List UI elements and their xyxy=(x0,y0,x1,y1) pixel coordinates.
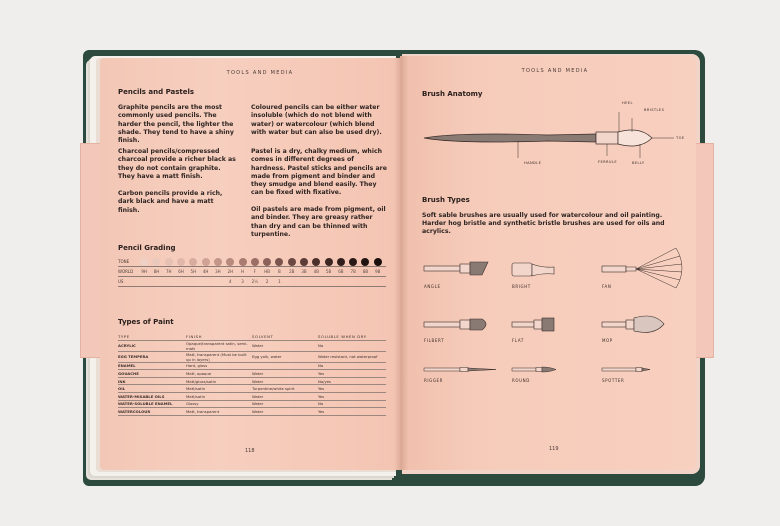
spotter-brush-icon xyxy=(602,368,650,372)
book-spine-shadow xyxy=(394,56,408,470)
tone-swatch xyxy=(300,258,308,266)
tone-swatch xyxy=(349,258,357,266)
table-cell: Hard, gloss xyxy=(186,363,208,369)
world-grade: H xyxy=(241,269,245,274)
tone-cell xyxy=(199,258,211,266)
table-cell: Egg yolk, water xyxy=(252,354,282,360)
tone-label: TONE xyxy=(118,259,130,264)
world-grade: B xyxy=(278,269,281,274)
us-row xyxy=(118,277,386,287)
pastel-paragraph: Pastel is a dry, chalky medium, which comes in different degrees of hardness. Pastel sticks and pencils are made from pigment and binder and they smudge and blend easily. They can be fixed with fixative. xyxy=(251,148,387,197)
tone-swatch xyxy=(325,258,333,266)
tone-cell xyxy=(372,258,384,266)
us-grade xyxy=(310,279,322,284)
table-cell: Matt, transparent (Must be built up in layers) xyxy=(186,351,247,362)
table-cell: Water resistant, not waterproof xyxy=(318,354,378,360)
world-grade: 5B xyxy=(325,269,332,274)
us-grade xyxy=(150,279,162,284)
table-row xyxy=(118,352,386,363)
tone-swatch xyxy=(275,258,283,266)
table-cell: GOUACHE xyxy=(118,370,139,376)
world-row xyxy=(118,267,386,277)
paint-table-header xyxy=(118,333,386,341)
table-cell: INK xyxy=(118,378,126,384)
table-cell: WATER-MIXABLE OILS xyxy=(118,393,165,399)
tone-cell xyxy=(322,258,334,266)
table-row xyxy=(118,393,386,401)
table-cell: No/yes xyxy=(318,378,332,384)
world-grade: 8B xyxy=(362,269,369,274)
ribbon-bookmark-left xyxy=(80,143,102,358)
us-grade: 4 xyxy=(228,279,232,284)
world-grade: 4H xyxy=(202,269,209,274)
world-grade: 3B xyxy=(301,269,307,274)
world-grade: 7H xyxy=(165,269,172,274)
table-cell: Water xyxy=(252,378,264,384)
us-grade xyxy=(199,279,211,284)
us-grade: 2 xyxy=(265,279,269,284)
table-cell: Water xyxy=(252,408,264,414)
table-cell: WATERCOLOUR xyxy=(118,408,151,414)
table-cell: Yes xyxy=(318,408,325,414)
table-cell: Water xyxy=(252,401,264,407)
tone-cell xyxy=(261,258,273,266)
pencil-grading-heading: Pencil Grading xyxy=(118,244,176,252)
brush-name-rigger: RIGGER xyxy=(424,378,444,383)
column-header: SOLVENT xyxy=(252,333,274,339)
brush-name-bright: BRIGHT xyxy=(512,284,531,289)
tone-cell xyxy=(236,258,248,266)
table-cell: Yes xyxy=(318,370,325,376)
us-grade: 1 xyxy=(278,279,281,284)
us-grade xyxy=(372,279,384,284)
left-page-header: TOOLS AND MEDIA xyxy=(226,70,294,76)
column-header: FINISH xyxy=(186,333,203,339)
us-grade xyxy=(322,279,334,284)
tone-cell xyxy=(163,258,175,266)
tone-cell xyxy=(298,258,310,266)
graphite-paragraph: Graphite pencils are the most commonly used pencils. The harder the pencil, the lighter the shade. They tend to have a shiny finish. xyxy=(118,104,234,145)
brush-name-round: ROUND xyxy=(512,378,530,383)
tone-swatch xyxy=(226,258,234,266)
world-grade: 9H xyxy=(141,269,147,274)
belly-label: BELLY xyxy=(632,161,645,165)
carbon-paragraph: Carbon pencils provide a rich, dark black and have a matt finish. xyxy=(118,190,223,214)
angle-brush-icon xyxy=(424,262,488,275)
world-grade: 6B xyxy=(338,269,344,274)
brush-name-mop: MOP xyxy=(602,338,613,343)
toe-label: TOE xyxy=(676,136,685,140)
ribbon-bookmark-right xyxy=(694,143,714,358)
table-cell: Water xyxy=(252,343,264,349)
tone-cell xyxy=(273,258,285,266)
us-grade xyxy=(163,279,175,284)
tone-cell xyxy=(359,258,371,266)
table-cell: No xyxy=(318,343,324,349)
world-grade: 5H xyxy=(190,269,197,274)
paint-types-table xyxy=(118,333,386,416)
table-cell: Matt/gloss/satin xyxy=(186,378,217,384)
world-grade: HB xyxy=(264,269,270,274)
table-cell: WATER-SOLUBLE ENAMEL xyxy=(118,401,173,407)
table-cell: OIL xyxy=(118,386,126,392)
brush-name-filbert: FILBERT xyxy=(424,338,445,343)
tone-swatch xyxy=(288,258,296,266)
us-grade xyxy=(187,279,199,284)
tone-row xyxy=(118,257,386,267)
brush-name-spotter: SPOTTER xyxy=(602,378,625,383)
heel-label: HEEL xyxy=(622,101,633,105)
brush-types-line-1: Soft sable brushes are usually used for watercolour and oil painting. xyxy=(422,212,663,219)
table-cell: Water xyxy=(252,370,264,376)
tone-swatch xyxy=(189,258,197,266)
brush-name-angle: ANGLE xyxy=(424,284,441,289)
table-row xyxy=(118,408,386,416)
world-grades xyxy=(138,269,386,274)
paint-types-heading: Types of Paint xyxy=(118,318,174,326)
left-page-number: 118 xyxy=(245,448,255,454)
world-grade: F xyxy=(253,269,256,274)
column-header: SOLUBLE WHEN DRY xyxy=(318,333,367,339)
tone-cell xyxy=(212,258,224,266)
brush-types-heading: Brush Types xyxy=(422,196,470,204)
right-page-header: TOOLS AND MEDIA xyxy=(521,68,589,74)
coloured-pencils-paragraph: Coloured pencils can be either water insoluble (which do not blend with water) or watercolour (which blend with water but can also be used dry). xyxy=(251,104,382,136)
filbert-brush-icon xyxy=(424,319,486,330)
table-cell: Yes xyxy=(318,386,325,392)
mop-brush-icon xyxy=(602,316,664,332)
table-cell: Turpentine/white spirit xyxy=(252,386,295,392)
tone-swatches xyxy=(138,258,386,266)
tone-swatch xyxy=(152,258,160,266)
us-grade xyxy=(138,279,150,284)
tone-swatch xyxy=(140,258,148,266)
us-grade: 3 xyxy=(241,279,244,284)
oil-pastel-paragraph: Oil pastels are made from pigment, oil and binder. They are greasy rather than dry and can be thinned with turpentine. xyxy=(251,206,386,238)
table-row xyxy=(118,341,386,352)
right-page-number: 119 xyxy=(549,446,559,452)
pencil-grading-table xyxy=(118,257,386,287)
brush-name-flat: FLAT xyxy=(512,338,524,343)
tone-cell xyxy=(347,258,359,266)
us-grade xyxy=(212,279,224,284)
world-label: WORLD xyxy=(118,269,134,274)
tone-swatch xyxy=(177,258,185,266)
table-cell: Matt, transparent xyxy=(186,408,220,414)
tone-swatch xyxy=(263,258,271,266)
world-grade: 2B xyxy=(289,269,295,274)
table-cell: Glossy xyxy=(186,401,199,407)
brush-types-line-2: Harder hog bristle and synthetic bristle brushes are used for oils and acrylics. xyxy=(422,220,665,236)
table-row xyxy=(118,385,386,393)
tone-swatch xyxy=(165,258,173,266)
tone-cell xyxy=(224,258,236,266)
table-row xyxy=(118,370,386,378)
tone-cell xyxy=(286,258,298,266)
tone-cell xyxy=(310,258,322,266)
world-grade: 9B xyxy=(375,269,381,274)
tone-cell xyxy=(335,258,347,266)
table-row xyxy=(118,363,386,371)
tone-cell xyxy=(175,258,187,266)
tone-swatch xyxy=(337,258,345,266)
tone-cell xyxy=(150,258,162,266)
table-cell: Water xyxy=(252,393,264,399)
table-cell: EGG TEMPERA xyxy=(118,354,149,360)
tone-cell xyxy=(187,258,199,266)
us-grade xyxy=(359,279,371,284)
tone-swatch xyxy=(312,258,320,266)
table-cell: Matt, opaque xyxy=(186,370,212,376)
table-cell: Matt/satin xyxy=(186,393,206,399)
pencils-heading: Pencils and Pastels xyxy=(118,88,195,96)
tone-swatch xyxy=(361,258,369,266)
rigger-brush-icon xyxy=(424,368,496,372)
table-cell: Yes xyxy=(318,393,325,399)
world-grade: 3H xyxy=(215,269,221,274)
ferrule-label: FERRULE xyxy=(598,160,618,164)
table-row xyxy=(118,401,386,409)
fan-brush-icon xyxy=(602,248,682,288)
world-grade: 7B xyxy=(350,269,356,274)
tone-swatch xyxy=(374,258,382,266)
tone-cell xyxy=(138,258,150,266)
us-grade: 2½ xyxy=(251,279,259,284)
us-grade xyxy=(335,279,347,284)
table-cell: Opaque/transparent satin, semi-matt xyxy=(186,340,248,351)
handle-label: HANDLE xyxy=(524,161,542,165)
us-grade xyxy=(347,279,359,284)
table-cell: ACRYLIC xyxy=(118,343,136,349)
column-header: TYPE xyxy=(118,333,130,339)
bright-brush-icon xyxy=(512,263,554,276)
table-row xyxy=(118,378,386,386)
us-label: US xyxy=(118,279,124,284)
tone-swatch xyxy=(214,258,222,266)
us-grade xyxy=(175,279,187,284)
charcoal-paragraph: Charcoal pencils/compressed charcoal provide a richer black as they do not contain graphite. They have a matt finish. xyxy=(118,148,236,180)
bristles-label: BRISTLES xyxy=(644,108,665,112)
table-cell: Matt/satin xyxy=(186,386,206,392)
world-grade: 8H xyxy=(153,269,160,274)
world-grade: 6H xyxy=(178,269,184,274)
tone-swatch xyxy=(251,258,259,266)
tone-swatch xyxy=(239,258,247,266)
flat-brush-icon xyxy=(512,318,554,331)
brush-types-illustrations xyxy=(418,240,690,390)
us-grade xyxy=(286,279,298,284)
table-cell: No xyxy=(318,401,324,407)
world-grade: 2H xyxy=(227,269,233,274)
table-cell: No xyxy=(318,363,324,369)
world-grade: 4B xyxy=(313,269,319,274)
round-brush-icon xyxy=(512,367,556,372)
us-grades xyxy=(138,279,386,284)
tone-swatch xyxy=(202,258,210,266)
brush-name-fan: FAN xyxy=(602,284,612,289)
us-grade xyxy=(298,279,310,284)
brush-anatomy-heading: Brush Anatomy xyxy=(422,90,483,98)
table-cell: ENAMEL xyxy=(118,363,136,369)
tone-cell xyxy=(249,258,261,266)
